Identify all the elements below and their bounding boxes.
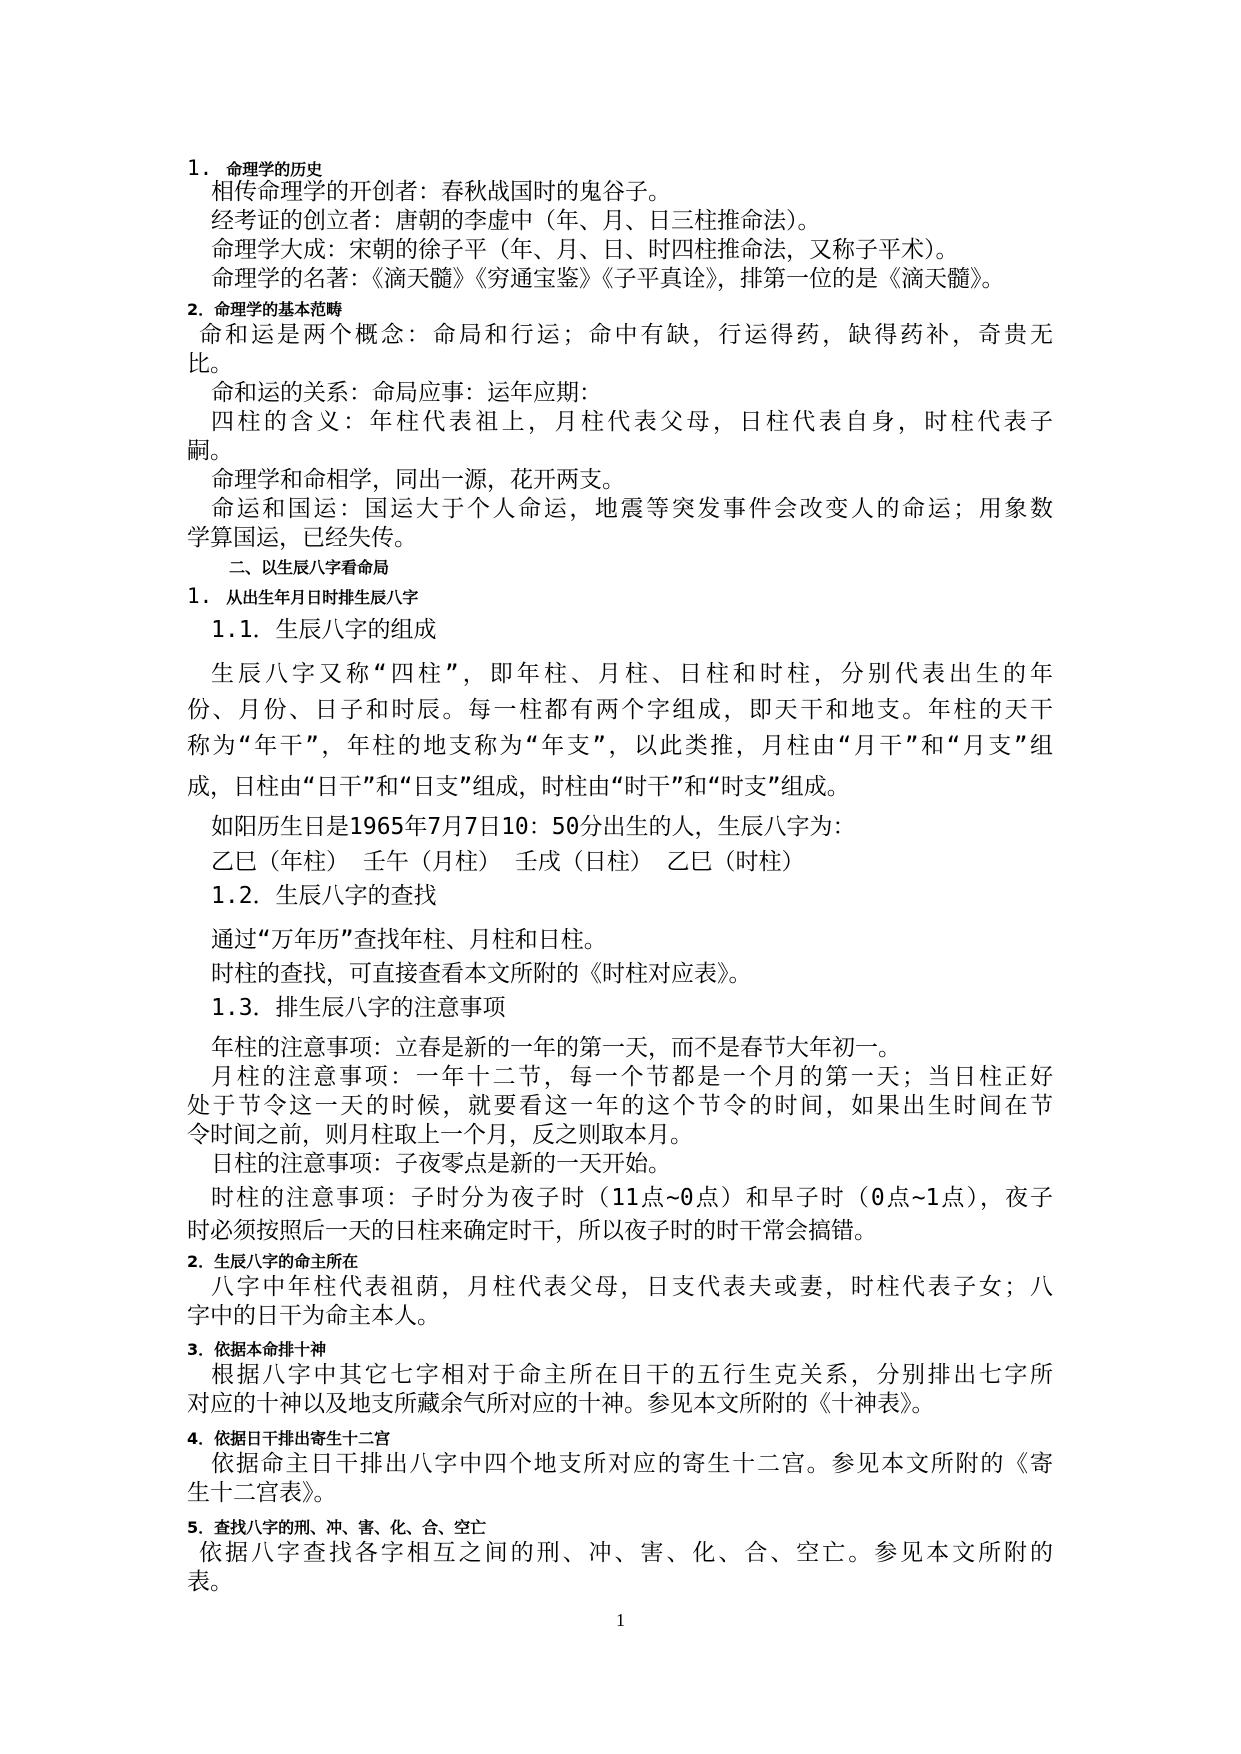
paragraph-line: 命和运是两个概念：命局和行运；命中有缺，行运得药，缺得药补，奇贵无 [199,322,1053,348]
paragraph-line: 根据八字中其它七字相对于命主所在日干的五行生克关系，分别排出七字所 [211,1362,1053,1388]
heading-destiny-owner: 2．生辰八字的命主所在 [187,1252,359,1271]
heading-text: 从出生年月日时排生辰八字 [226,588,419,607]
paragraph-line: 表。 [187,1569,233,1595]
paragraph-line: 命理学的名著：《滴天髓》《穷通宝鉴》《子平真诠》，排第一位的是《滴天髓》。 [211,266,1005,292]
paragraph-line: 命理学和命相学，同出一源，花开两支。 [211,467,625,493]
paragraph-line: 生辰八字又称“四柱”，即年柱、月柱、日柱和时柱，分别代表出生的年 [211,661,1053,687]
example-pillars: 乙巳（年柱） 壬午（月柱） 壬戌（日柱） 乙巳（时柱） [211,849,805,875]
paragraph-line: 八字中年柱代表祖荫，月柱代表父母，日支代表夫或妻，时柱代表子女；八 [211,1274,1053,1300]
paragraph-line: 时柱的查找，可直接查看本文所附的《时柱对应表》。 [211,961,752,987]
subheading: 1.2．生辰八字的查找 [211,883,437,909]
heading-twelve-palaces: 4．依据日干排出寄生十二宫 [187,1429,391,1448]
heading-text: 命理学的历史 [226,160,323,179]
paragraph-line: 份、月份、日子和时辰。每一柱都有两个字组成，即天干和地支。年柱的天干 [187,697,1053,723]
paragraph-line: 命和运的关系：命局应事：运年应期： [211,380,602,406]
paragraph-line: 相传命理学的开创者：春秋战国时的鬼谷子。 [211,179,671,205]
paragraph-line: 称为“年干”，年柱的地支称为“年支”，以此类推，月柱由“月干”和“月支”组 [187,733,1053,759]
paragraph-line: 时必须按照后一天的日柱来确定时干，所以夜子时的时干常会搞错。 [187,1218,877,1244]
paragraph-line: 通过“万年历”查找年柱、月柱和日柱。 [211,927,607,953]
subheading: 1.3．排生辰八字的注意事项 [211,995,506,1021]
paragraph-line: 命理学大成：宋朝的徐子平（年、月、日、时四柱推命法，又称子平术）。 [211,237,959,263]
heading-number: 1. [187,584,213,608]
heading-history [187,158,322,180]
paragraph-line: 命运和国运：国运大于个人命运，地震等突发事件会改变人的命运；用象数 [211,496,1053,522]
heading-basic-categories: 2．命理学的基本范畴 [187,300,343,319]
paragraph-line: 日柱的注意事项：子夜零点是新的一天开始。 [211,1151,671,1177]
paragraph-line: 对应的十神以及地支所藏余气所对应的十神。参见本文所附的《十神表》。 [187,1391,935,1417]
paragraph-line: 四柱的含义：年柱代表祖上，月柱代表父母，日柱代表自身，时柱代表子 [211,409,1053,435]
paragraph-line: 生十二宫表》。 [187,1480,337,1506]
heading-number: 1. [187,156,213,180]
heading-ten-gods: 3．依据本命排十神 [187,1340,327,1359]
paragraph-line: 年柱的注意事项：立春是新的一年的第一天，而不是春节大年初一。 [211,1035,901,1061]
paragraph-line: 如阳历生日是1965年7月7日10：50分出生的人，生辰八字为： [211,814,856,840]
heading-birth-chart [187,586,418,608]
paragraph-line: 学算国运，已经失传。 [187,525,417,551]
paragraph-line: 依据命主日干排出八字中四个地支所对应的寄生十二宫。参见本文所附的《寄 [211,1451,1053,1477]
paragraph-line: 成，日柱由“日干”和“日支”组成，时柱由“时干”和“时支”组成。 [187,774,850,800]
paragraph-line: 嗣。 [187,438,233,464]
paragraph-line: 比。 [187,351,233,377]
paragraph-line: 时柱的注意事项：子时分为夜子时（11点~0点）和早子时（0点~1点），夜子 [211,1185,1053,1211]
paragraph-line: 处于节令这一天的时候，就要看这一年的这个节令的时间，如果出生时间在节 [187,1093,1053,1119]
page-number: 1 [616,1610,625,1630]
paragraph-line: 依据八字查找各字相互之间的刑、冲、害、化、合、空亡。参见本文所附的 [199,1540,1053,1566]
subheading: 1.1．生辰八字的组成 [211,617,437,643]
section-heading: 二、以生辰八字看命局 [229,558,390,577]
heading-interactions: 5．查找八字的刑、冲、害、化、合、空亡 [187,1518,487,1537]
paragraph-line: 经考证的创立者：唐朝的李虚中（年、月、日三柱推命法）。 [211,208,821,234]
paragraph-line: 令时间之前，则月柱取上一个月，反之则取本月。 [187,1122,693,1148]
paragraph-line: 月柱的注意事项：一年十二节，每一个节都是一个月的第一天；当日柱正好 [211,1064,1053,1090]
paragraph-line: 字中的日干为命主本人。 [187,1303,440,1329]
